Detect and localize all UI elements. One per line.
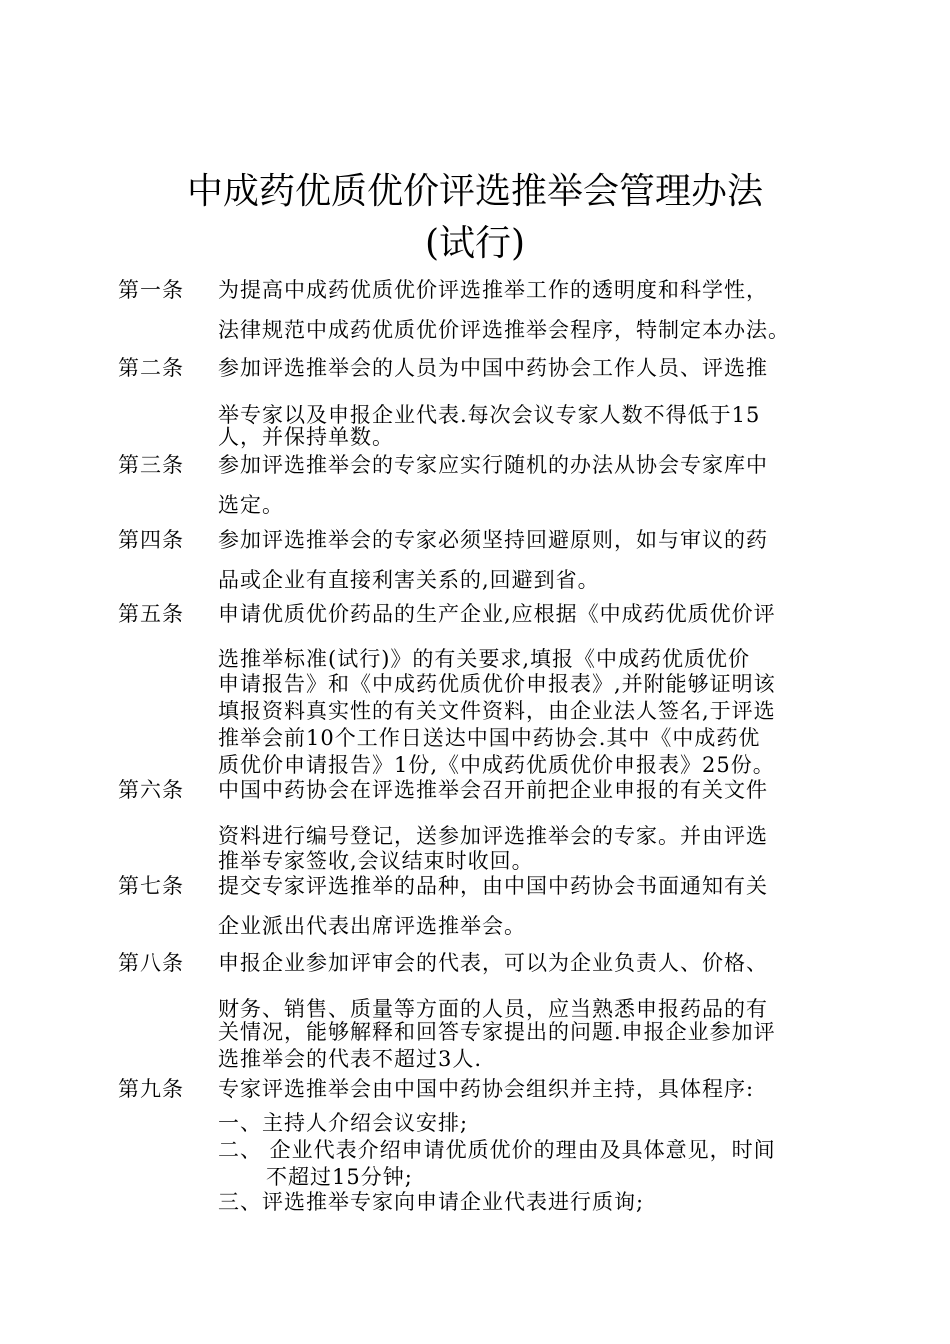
article-line: 质优价申请报告》1份,《中成药优质优价申报表》25份。 [218,753,775,777]
procedure-item-1 [218,1110,468,1137]
procedure-item-3 [218,1189,644,1216]
article-body [218,594,833,779]
article-body [218,348,833,449]
article-body [218,270,833,350]
article-body [218,520,833,600]
article-line: 提交专家评选推举的品种，由中国中药协会书面通知有关 [218,874,768,898]
procedure-continuation: 不超过15分钟; [266,1165,413,1189]
article-body [218,866,833,946]
document-title: 中成药优质优价评选推举会管理办法 [186,171,763,212]
article-line: 资料进行编号登记，送参加评选推举会的专家。并由评选 [218,824,768,848]
article-label: 第四条 [118,528,184,552]
article-label: 第二条 [118,356,184,380]
article-line: 品或企业有直接利害关系的,回避到省。 [218,568,600,592]
article-label: 第七条 [118,874,184,898]
article-body [218,1069,833,1109]
procedure-text: 一、主持人介绍会议安排; [218,1111,469,1135]
article-body [218,943,833,1073]
article-line: 推举专家签收,会议结束时收回。 [218,849,534,873]
article-line: 关情况，能够解释和回答专家提出的问题.申报企业参加评 [218,1020,776,1044]
article-line: 申请报告》和《中成药优质优价申报表》,并附能够证明该 [218,672,776,696]
procedure-text: 三、评选推举专家向申请企业代表进行质询; [218,1190,645,1214]
article-line: 举专家以及申报企业代表.每次会议专家人数不得低于15 [218,403,761,427]
article-line: 申请优质优价药品的生产企业,应根据《中成药优质优价评 [218,602,776,626]
article-line: 企业派出代表出席评选推举会。 [218,914,526,938]
article-body [218,770,833,873]
article-line: 专家评选推举会由中国中药协会组织并主持，具体程序: [218,1077,755,1101]
article-label: 第九条 [118,1077,184,1101]
article-line: 法律规范中成药优质优价评选推举会程序，特制定本办法。 [218,318,790,342]
procedure-text: 二、 企业代表介绍申请优质优价的理由及具体意见，时间 [218,1138,776,1162]
article-line: 选定。 [218,493,284,517]
article-line: 填报资料真实性的有关文件资料，由企业法人签名,于评选 [218,699,776,723]
article-label: 第三条 [118,453,184,477]
article-line: 选推举标准(试行)》的有关要求,填报《中成药优质优价 [218,647,751,671]
article-line: 推举会前10个工作日送达中国中药协会.其中《中成药优 [218,726,761,750]
article-line: 人，并保持单数。 [218,425,394,449]
article-line: 参加评选推举会的人员为中国中药协会工作人员、评选推 [218,356,768,380]
article-line: 中国中药协会在评选推举会召开前把企业申报的有关文件 [218,778,768,802]
article-line: 选推举会的代表不超过3人. [218,1047,483,1071]
article-label: 第八条 [118,951,184,975]
article-line: 参加评选推举会的专家必须坚持回避原则，如与审议的药 [218,528,768,552]
article-label: 第一条 [118,278,184,302]
document-subtitle: (试行) [424,223,526,264]
article-label: 第五条 [118,602,184,626]
article-line: 为提高中成药优质优价评选推举工作的透明度和科学性， [218,278,768,302]
article-label: 第六条 [118,778,184,802]
article-line: 申报企业参加评审会的代表，可以为企业负责人、价格、 [218,951,768,975]
article-line: 参加评选推举会的专家应实行随机的办法从协会专家库中 [218,453,768,477]
article-line: 财务、销售、质量等方面的人员，应当熟悉申报药品的有 [218,997,768,1021]
article-body [218,445,833,525]
procedure-item-2 [218,1137,776,1191]
